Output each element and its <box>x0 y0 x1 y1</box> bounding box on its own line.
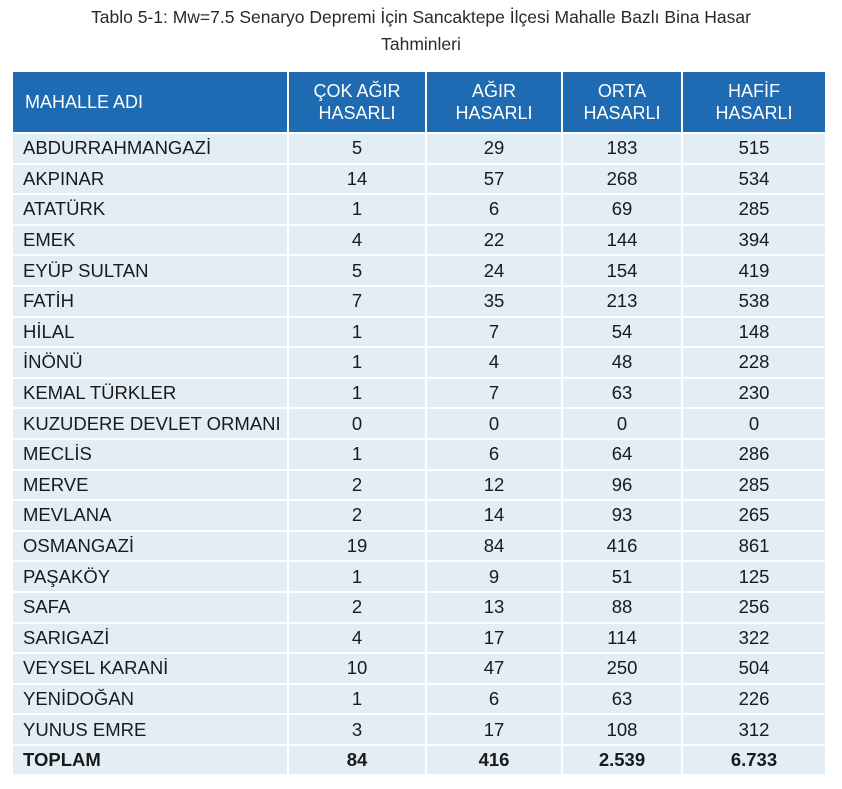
header-label: MAHALLE ADI <box>25 92 144 112</box>
cell-agir-hasarli: 7 <box>427 318 561 347</box>
cell-cok-agir-hasarli: 4 <box>289 624 425 653</box>
cell-hafif-hasarli: 286 <box>683 440 825 469</box>
cell-cok-agir-hasarli: 2 <box>289 593 425 622</box>
cell-agir-hasarli: 14 <box>427 501 561 530</box>
cell-cok-agir-hasarli: 1 <box>289 685 425 714</box>
header-label-line1: ÇOK AĞIR <box>313 81 401 101</box>
cell-mahalle-adi: ATATÜRK <box>13 195 287 224</box>
cell-orta-hasarli: 154 <box>563 256 681 285</box>
table-row <box>13 165 825 194</box>
cell-mahalle-adi: TOPLAM <box>13 746 287 775</box>
cell-cok-agir-hasarli: 2 <box>289 501 425 530</box>
cell-cok-agir-hasarli: 1 <box>289 348 425 377</box>
cell-mahalle-adi: ABDURRAHMANGAZİ <box>13 134 287 163</box>
cell-orta-hasarli: 268 <box>563 165 681 194</box>
cell-cok-agir-hasarli: 7 <box>289 287 425 316</box>
cell-mahalle-adi: YENİDOĞAN <box>13 685 287 714</box>
cell-mahalle-adi: EMEK <box>13 226 287 255</box>
cell-orta-hasarli: 64 <box>563 440 681 469</box>
cell-mahalle-adi: EYÜP SULTAN <box>13 256 287 285</box>
cell-cok-agir-hasarli: 10 <box>289 654 425 683</box>
cell-hafif-hasarli: 6.733 <box>683 746 825 775</box>
cell-hafif-hasarli: 230 <box>683 379 825 408</box>
cell-agir-hasarli: 7 <box>427 379 561 408</box>
table-row <box>13 348 825 377</box>
cell-orta-hasarli: 63 <box>563 685 681 714</box>
cell-hafif-hasarli: 125 <box>683 562 825 591</box>
cell-mahalle-adi: FATİH <box>13 287 287 316</box>
header-mahalle-adi <box>13 72 287 132</box>
cell-hafif-hasarli: 228 <box>683 348 825 377</box>
cell-orta-hasarli: 69 <box>563 195 681 224</box>
header-label-line2: HASARLI <box>318 103 396 123</box>
cell-hafif-hasarli: 515 <box>683 134 825 163</box>
table-row <box>13 195 825 224</box>
cell-mahalle-adi: İNÖNÜ <box>13 348 287 377</box>
cell-cok-agir-hasarli: 5 <box>289 256 425 285</box>
table-row <box>13 562 825 591</box>
cell-orta-hasarli: 108 <box>563 715 681 744</box>
cell-orta-hasarli: 416 <box>563 532 681 561</box>
cell-hafif-hasarli: 504 <box>683 654 825 683</box>
cell-hafif-hasarli: 265 <box>683 501 825 530</box>
cell-cok-agir-hasarli: 1 <box>289 318 425 347</box>
cell-hafif-hasarli: 394 <box>683 226 825 255</box>
cell-hafif-hasarli: 256 <box>683 593 825 622</box>
table-row <box>13 654 825 683</box>
cell-agir-hasarli: 4 <box>427 348 561 377</box>
cell-agir-hasarli: 9 <box>427 562 561 591</box>
header-label-line2: HASARLI <box>583 103 661 123</box>
cell-agir-hasarli: 22 <box>427 226 561 255</box>
cell-agir-hasarli: 0 <box>427 409 561 438</box>
cell-cok-agir-hasarli: 19 <box>289 532 425 561</box>
cell-orta-hasarli: 48 <box>563 348 681 377</box>
cell-agir-hasarli: 57 <box>427 165 561 194</box>
table-row <box>13 685 825 714</box>
cell-orta-hasarli: 213 <box>563 287 681 316</box>
cell-orta-hasarli: 63 <box>563 379 681 408</box>
cell-mahalle-adi: VEYSEL KARANİ <box>13 654 287 683</box>
cell-orta-hasarli: 250 <box>563 654 681 683</box>
cell-cok-agir-hasarli: 84 <box>289 746 425 775</box>
table-row <box>13 501 825 530</box>
cell-hafif-hasarli: 538 <box>683 287 825 316</box>
cell-mahalle-adi: AKPINAR <box>13 165 287 194</box>
header-label-line1: HAFİF <box>728 81 780 101</box>
table-row <box>13 593 825 622</box>
cell-mahalle-adi: PAŞAKÖY <box>13 562 287 591</box>
table-row <box>13 624 825 653</box>
cell-mahalle-adi: KEMAL TÜRKLER <box>13 379 287 408</box>
header-label-line1: ORTA <box>597 81 647 101</box>
cell-cok-agir-hasarli: 14 <box>289 165 425 194</box>
cell-hafif-hasarli: 322 <box>683 624 825 653</box>
damage-estimate-table <box>11 70 827 776</box>
cell-orta-hasarli: 144 <box>563 226 681 255</box>
cell-orta-hasarli: 96 <box>563 471 681 500</box>
table-row <box>13 318 825 347</box>
cell-orta-hasarli: 114 <box>563 624 681 653</box>
cell-cok-agir-hasarli: 4 <box>289 226 425 255</box>
cell-hafif-hasarli: 285 <box>683 195 825 224</box>
table-row <box>13 256 825 285</box>
cell-mahalle-adi: MERVE <box>13 471 287 500</box>
cell-agir-hasarli: 24 <box>427 256 561 285</box>
table-row <box>13 409 825 438</box>
table-row <box>13 715 825 744</box>
cell-cok-agir-hasarli: 1 <box>289 562 425 591</box>
cell-orta-hasarli: 54 <box>563 318 681 347</box>
table-header <box>13 72 825 132</box>
cell-hafif-hasarli: 226 <box>683 685 825 714</box>
cell-cok-agir-hasarli: 5 <box>289 134 425 163</box>
cell-hafif-hasarli: 419 <box>683 256 825 285</box>
cell-cok-agir-hasarli: 3 <box>289 715 425 744</box>
cell-agir-hasarli: 6 <box>427 440 561 469</box>
header-label-line1: AĞIR <box>471 81 516 101</box>
cell-hafif-hasarli: 285 <box>683 471 825 500</box>
header-cok-agir-hasarli <box>289 72 425 132</box>
cell-mahalle-adi: OSMANGAZİ <box>13 532 287 561</box>
cell-mahalle-adi: KUZUDERE DEVLET ORMANI <box>13 409 287 438</box>
cell-hafif-hasarli: 861 <box>683 532 825 561</box>
cell-hafif-hasarli: 148 <box>683 318 825 347</box>
header-orta-hasarli <box>563 72 681 132</box>
header-hafif-hasarli <box>683 72 825 132</box>
cell-agir-hasarli: 17 <box>427 715 561 744</box>
cell-mahalle-adi: MEVLANA <box>13 501 287 530</box>
table-row <box>13 134 825 163</box>
cell-agir-hasarli: 35 <box>427 287 561 316</box>
cell-agir-hasarli: 6 <box>427 685 561 714</box>
cell-cok-agir-hasarli: 1 <box>289 195 425 224</box>
cell-agir-hasarli: 17 <box>427 624 561 653</box>
header-row <box>13 72 825 132</box>
cell-agir-hasarli: 6 <box>427 195 561 224</box>
cell-mahalle-adi: HİLAL <box>13 318 287 347</box>
cell-orta-hasarli: 51 <box>563 562 681 591</box>
table-row <box>13 287 825 316</box>
table-row <box>13 379 825 408</box>
cell-orta-hasarli: 2.539 <box>563 746 681 775</box>
cell-agir-hasarli: 84 <box>427 532 561 561</box>
cell-agir-hasarli: 47 <box>427 654 561 683</box>
cell-agir-hasarli: 416 <box>427 746 561 775</box>
cell-cok-agir-hasarli: 1 <box>289 379 425 408</box>
cell-hafif-hasarli: 534 <box>683 165 825 194</box>
caption-line-1: Tablo 5-1: Mw=7.5 Senaryo Depremi İçin Sancaktepe İlçesi Mahalle Bazlı Bina Hasar <box>91 7 751 27</box>
cell-mahalle-adi: YUNUS EMRE <box>13 715 287 744</box>
table-row <box>13 532 825 561</box>
cell-cok-agir-hasarli: 2 <box>289 471 425 500</box>
cell-agir-hasarli: 29 <box>427 134 561 163</box>
header-label-line2: HASARLI <box>715 103 793 123</box>
table-body <box>13 134 825 774</box>
cell-orta-hasarli: 88 <box>563 593 681 622</box>
total-row <box>13 746 825 775</box>
table-row <box>13 226 825 255</box>
cell-hafif-hasarli: 312 <box>683 715 825 744</box>
cell-hafif-hasarli: 0 <box>683 409 825 438</box>
cell-orta-hasarli: 93 <box>563 501 681 530</box>
table-row <box>13 471 825 500</box>
cell-cok-agir-hasarli: 0 <box>289 409 425 438</box>
cell-agir-hasarli: 12 <box>427 471 561 500</box>
cell-mahalle-adi: SAFA <box>13 593 287 622</box>
cell-mahalle-adi: MECLİS <box>13 440 287 469</box>
cell-orta-hasarli: 183 <box>563 134 681 163</box>
header-agir-hasarli <box>427 72 561 132</box>
caption-line-2: Tahminleri <box>381 34 461 54</box>
header-label-line2: HASARLI <box>455 103 533 123</box>
table-caption <box>0 4 842 58</box>
cell-agir-hasarli: 13 <box>427 593 561 622</box>
cell-orta-hasarli: 0 <box>563 409 681 438</box>
cell-cok-agir-hasarli: 1 <box>289 440 425 469</box>
table-row <box>13 440 825 469</box>
cell-mahalle-adi: SARIGAZİ <box>13 624 287 653</box>
